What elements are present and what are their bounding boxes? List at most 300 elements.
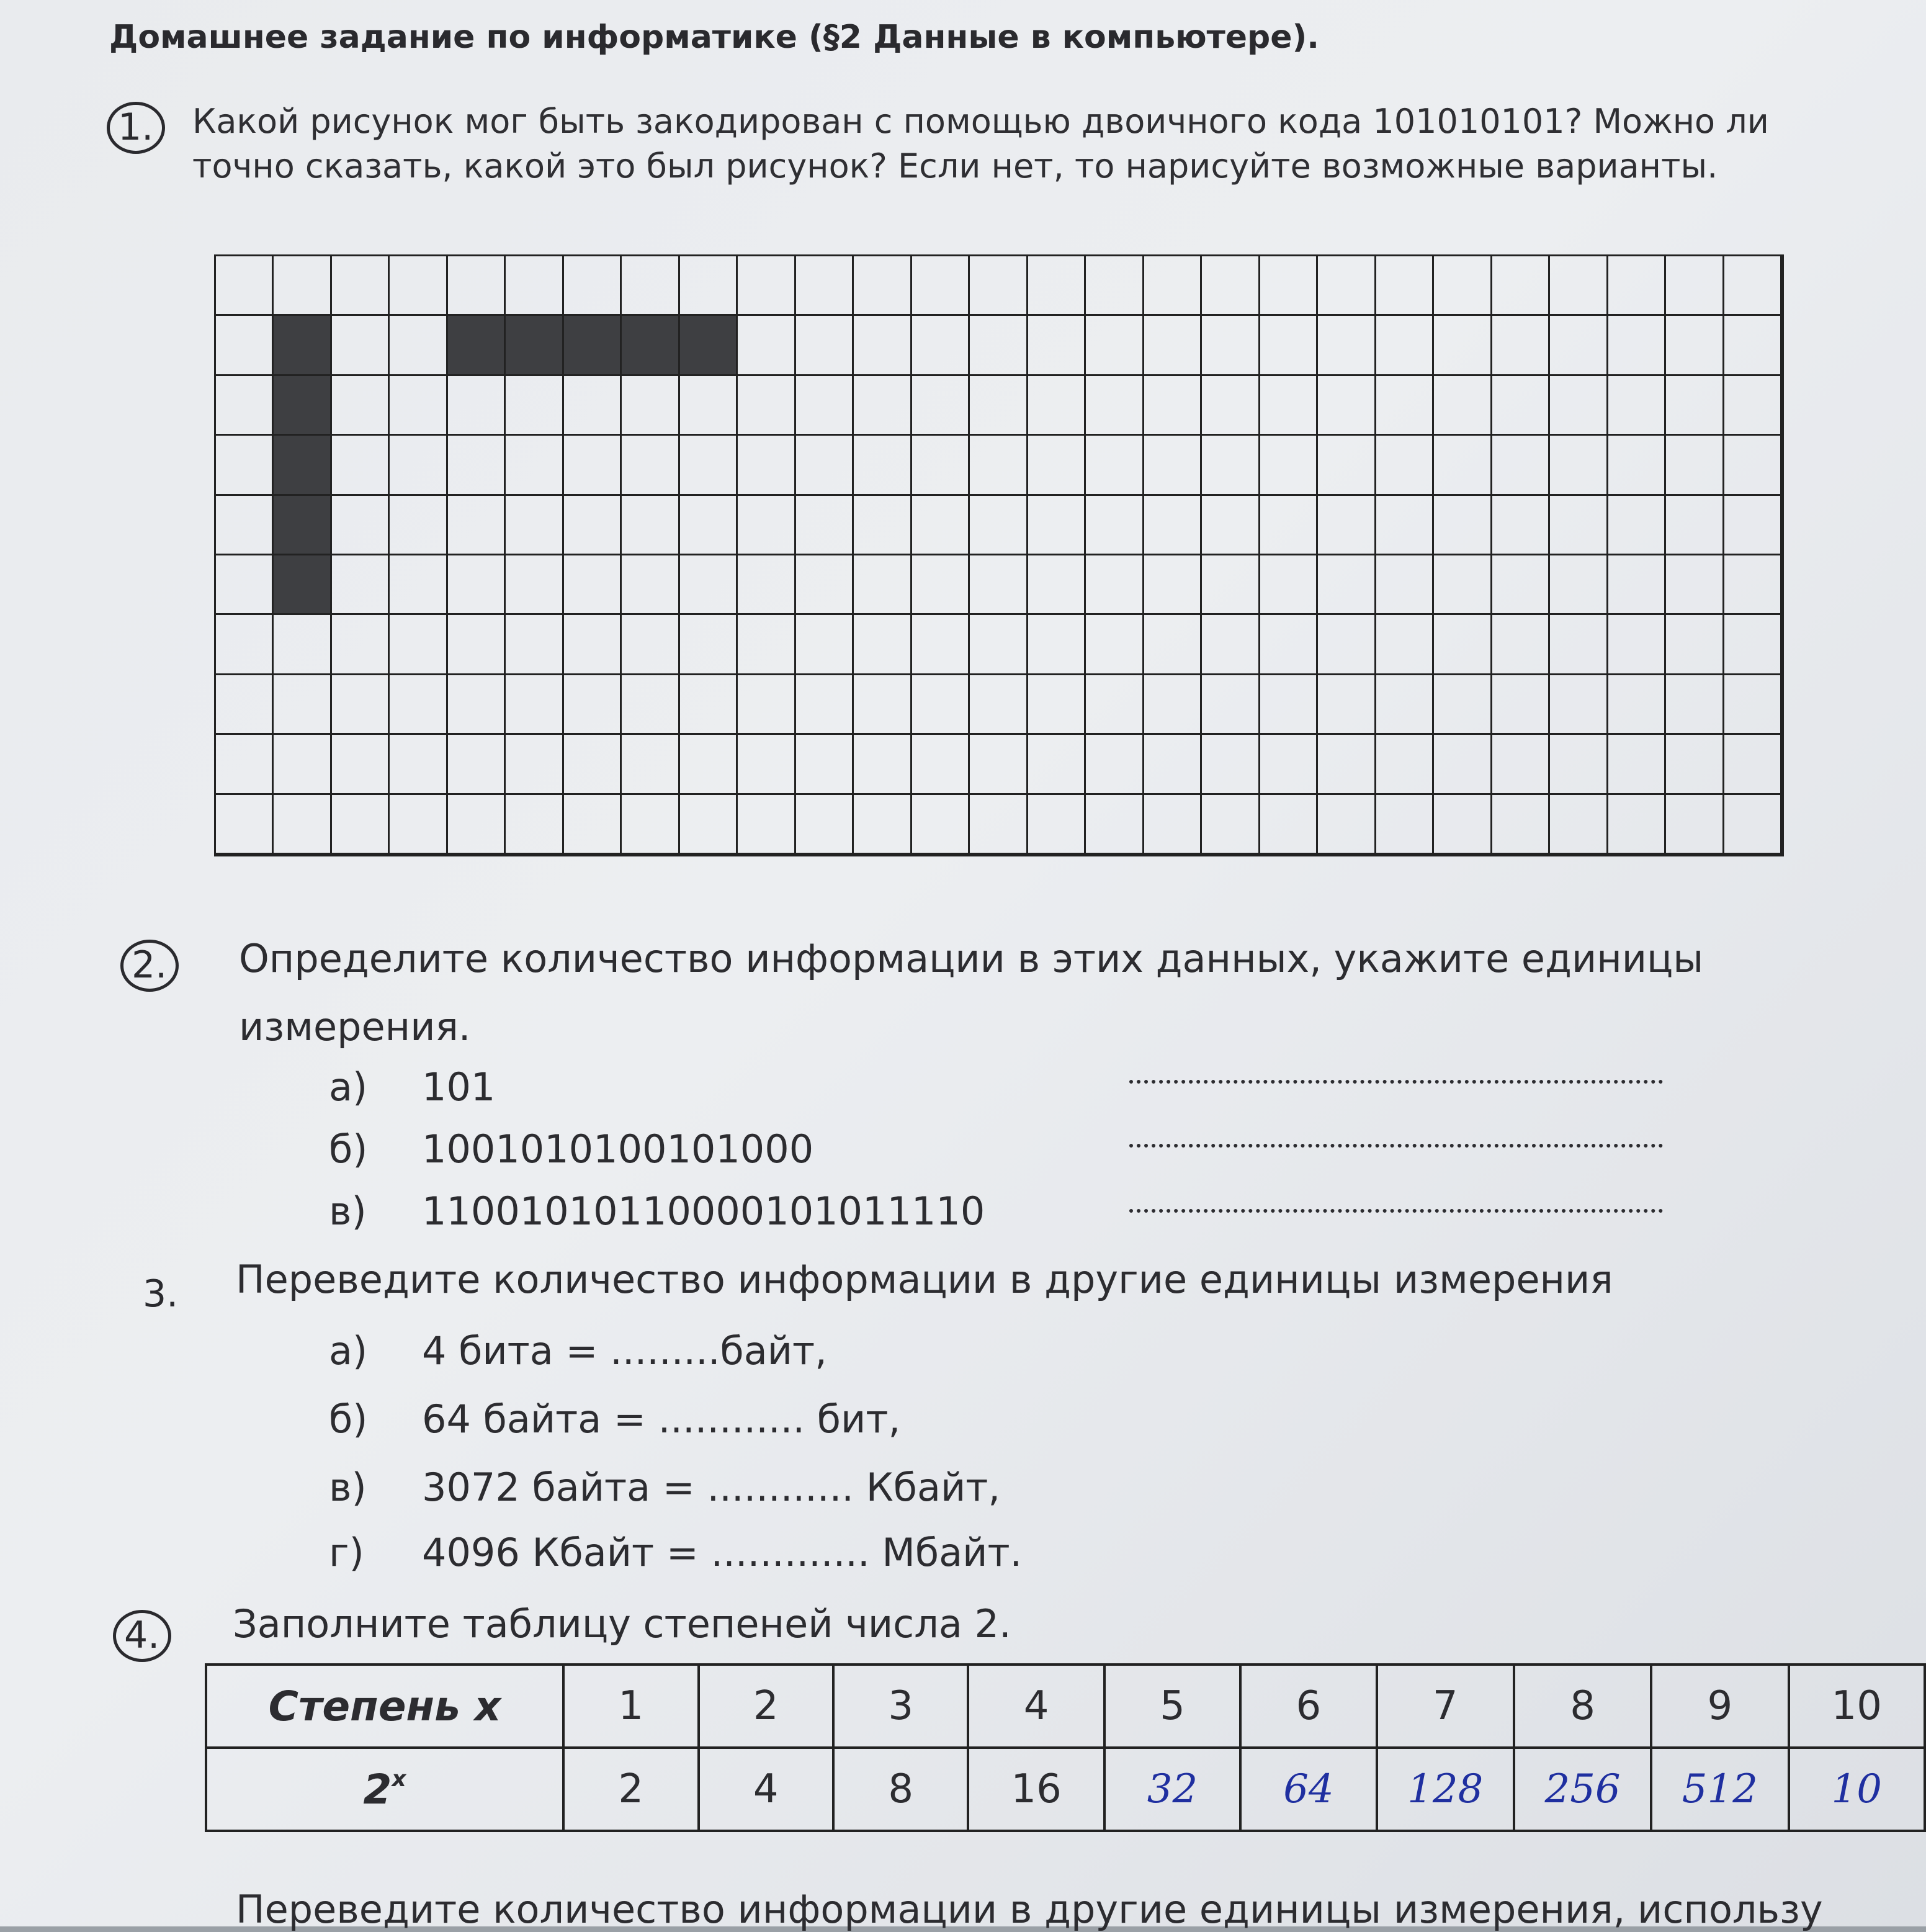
grid-cell[interactable]	[1492, 675, 1550, 735]
grid-cell[interactable]	[506, 795, 563, 855]
grid-cell[interactable]	[1724, 615, 1782, 675]
grid-cell[interactable]	[1550, 675, 1608, 735]
grid-cell[interactable]	[1434, 735, 1492, 794]
grid-cell[interactable]	[1666, 795, 1724, 855]
power-cell: 4	[968, 1665, 1104, 1748]
grid-cell[interactable]	[912, 675, 970, 735]
grid-cell[interactable]	[390, 795, 447, 855]
grid-cell[interactable]	[1202, 376, 1260, 436]
grid-cell[interactable]	[1260, 256, 1318, 316]
grid-cell[interactable]	[274, 735, 331, 794]
grid-cell[interactable]	[1492, 615, 1550, 675]
grid-cell[interactable]	[1666, 615, 1724, 675]
grid-cell-filled[interactable]	[274, 316, 331, 375]
grid-cell[interactable]	[1608, 316, 1666, 375]
grid-cell[interactable]	[332, 615, 390, 675]
q3-option-d-value: 4096 Кбайт = ............. Мбайт.	[422, 1530, 1023, 1575]
grid-cell[interactable]	[796, 376, 854, 436]
grid-cell[interactable]	[448, 555, 506, 615]
grid-cell[interactable]	[216, 376, 274, 436]
grid-cell-filled[interactable]	[274, 496, 331, 555]
grid-cell[interactable]	[1086, 735, 1144, 794]
grid-cell[interactable]	[1144, 555, 1202, 615]
grid-cell[interactable]	[1608, 555, 1666, 615]
grid-cell[interactable]	[796, 555, 854, 615]
grid-cell[interactable]	[738, 436, 795, 495]
grid-cell[interactable]	[622, 795, 679, 855]
grid-cell[interactable]	[332, 436, 390, 495]
grid-cell[interactable]	[970, 376, 1028, 436]
grid-cell[interactable]	[738, 496, 795, 555]
grid-cell[interactable]	[970, 735, 1028, 794]
grid-cell[interactable]	[1434, 256, 1492, 316]
grid-cell[interactable]	[1724, 675, 1782, 735]
grid-cell[interactable]	[1550, 316, 1608, 375]
grid-cell[interactable]	[970, 316, 1028, 375]
grid-cell[interactable]	[1318, 615, 1376, 675]
grid-cell[interactable]	[1434, 376, 1492, 436]
grid-cell[interactable]	[1376, 436, 1434, 495]
grid-cell[interactable]	[1028, 496, 1086, 555]
grid-cell[interactable]	[1434, 615, 1492, 675]
grid-cell[interactable]	[506, 555, 563, 615]
grid-cell[interactable]	[1434, 555, 1492, 615]
grid-cell[interactable]	[680, 615, 738, 675]
value-cell-handwritten[interactable]: 64	[1240, 1748, 1376, 1831]
grid-cell[interactable]	[738, 555, 795, 615]
value-cell-handwritten[interactable]: 128	[1377, 1748, 1514, 1831]
grid-cell[interactable]	[564, 555, 622, 615]
grid-cell-filled[interactable]	[506, 316, 563, 375]
grid-cell[interactable]	[1028, 795, 1086, 855]
grid-cell[interactable]	[622, 376, 679, 436]
grid-cell[interactable]	[970, 615, 1028, 675]
grid-cell[interactable]	[912, 555, 970, 615]
grid-cell[interactable]	[1376, 496, 1434, 555]
grid-cell[interactable]	[1028, 316, 1086, 375]
grid-cell[interactable]	[912, 376, 970, 436]
grid-cell[interactable]	[1144, 376, 1202, 436]
grid-cell[interactable]	[1260, 496, 1318, 555]
question-2-text: Определите количество информации в этих данных, укажите единицы измерения.	[239, 936, 1704, 1049]
grid-cell[interactable]	[738, 735, 795, 794]
grid-cell[interactable]	[1318, 496, 1376, 555]
grid-cell[interactable]	[1666, 496, 1724, 555]
grid-cell[interactable]	[216, 436, 274, 495]
grid-cell[interactable]	[1666, 735, 1724, 794]
grid-cell[interactable]	[1492, 376, 1550, 436]
q2-answer-a-line[interactable]	[1129, 1080, 1663, 1084]
value-cell-handwritten[interactable]: 32	[1104, 1748, 1240, 1831]
grid-cell[interactable]	[1492, 735, 1550, 794]
grid-cell[interactable]	[1376, 795, 1434, 855]
grid-cell[interactable]	[680, 256, 738, 316]
q2-answer-b-line[interactable]	[1129, 1144, 1663, 1148]
grid-cell[interactable]	[448, 675, 506, 735]
drawing-grid[interactable]	[214, 254, 1784, 856]
grid-cell[interactable]	[912, 615, 970, 675]
grid-cell[interactable]	[448, 436, 506, 495]
grid-cell[interactable]	[506, 735, 563, 794]
powers-of-two-table	[205, 1663, 1926, 1832]
grid-cell[interactable]	[1028, 256, 1086, 316]
grid-cell[interactable]	[1550, 496, 1608, 555]
grid-cell[interactable]	[390, 436, 447, 495]
grid-cell[interactable]	[738, 376, 795, 436]
grid-cell[interactable]	[216, 256, 274, 316]
grid-cell[interactable]	[680, 496, 738, 555]
grid-cell[interactable]	[564, 615, 622, 675]
grid-cell[interactable]	[1144, 735, 1202, 794]
q3-option-a-label: а)	[329, 1328, 368, 1373]
grid-cell[interactable]	[1724, 555, 1782, 615]
grid-cell[interactable]	[1434, 795, 1492, 855]
grid-cell[interactable]	[390, 256, 447, 316]
grid-cell[interactable]	[1376, 256, 1434, 316]
grid-cell[interactable]	[854, 436, 911, 495]
grid-cell[interactable]	[1028, 615, 1086, 675]
q2-option-b-label: б)	[329, 1126, 368, 1172]
grid-cell[interactable]	[854, 256, 911, 316]
grid-cell[interactable]	[506, 436, 563, 495]
grid-cell[interactable]	[854, 675, 911, 735]
grid-cell[interactable]	[332, 735, 390, 794]
grid-cell-filled[interactable]	[680, 316, 738, 375]
grid-cell[interactable]	[1666, 555, 1724, 615]
grid-cell[interactable]	[796, 795, 854, 855]
power-cell: 8	[1514, 1665, 1651, 1748]
grid-cell[interactable]	[1144, 256, 1202, 316]
grid-cell[interactable]	[1608, 795, 1666, 855]
question-3-text: Переведите количество информации в другие единицы измерения	[236, 1257, 1613, 1302]
grid-cell[interactable]	[622, 675, 679, 735]
grid-cell[interactable]	[274, 615, 331, 675]
grid-cell[interactable]	[796, 496, 854, 555]
grid-cell[interactable]	[216, 555, 274, 615]
grid-cell[interactable]	[274, 256, 331, 316]
grid-cell[interactable]	[1492, 795, 1550, 855]
grid-cell[interactable]	[216, 675, 274, 735]
grid-cell[interactable]	[680, 376, 738, 436]
grid-cell[interactable]	[1550, 256, 1608, 316]
grid-cell[interactable]	[680, 436, 738, 495]
grid-cell[interactable]	[390, 555, 447, 615]
grid-cell[interactable]	[1202, 615, 1260, 675]
value-cell-handwritten[interactable]: 512	[1651, 1748, 1788, 1831]
grid-cell[interactable]	[738, 615, 795, 675]
grid-cell[interactable]	[796, 675, 854, 735]
grid-cell[interactable]	[1724, 735, 1782, 794]
grid-cell[interactable]	[332, 555, 390, 615]
grid-cell[interactable]	[216, 615, 274, 675]
grid-cell[interactable]	[1086, 675, 1144, 735]
grid-cell[interactable]	[970, 436, 1028, 495]
grid-cell[interactable]	[912, 735, 970, 794]
grid-cell[interactable]	[680, 555, 738, 615]
grid-cell[interactable]	[970, 256, 1028, 316]
grid-cell[interactable]	[1086, 496, 1144, 555]
grid-cell[interactable]	[1376, 376, 1434, 436]
power-cell: 7	[1377, 1665, 1514, 1748]
grid-cell[interactable]	[854, 496, 911, 555]
grid-cell[interactable]	[564, 436, 622, 495]
grid-cell[interactable]	[622, 555, 679, 615]
grid-cell[interactable]	[1318, 316, 1376, 375]
grid-cell[interactable]	[854, 316, 911, 375]
grid-cell[interactable]	[1434, 496, 1492, 555]
grid-cell[interactable]	[912, 795, 970, 855]
q2-option-a	[329, 1064, 495, 1110]
grid-cell[interactable]	[1492, 496, 1550, 555]
grid-cell-filled[interactable]	[448, 316, 506, 375]
grid-cell[interactable]	[622, 496, 679, 555]
grid-cell[interactable]	[1376, 675, 1434, 735]
value-cell-handwritten[interactable]: 256	[1514, 1748, 1651, 1831]
value-cell-handwritten[interactable]: 10	[1789, 1748, 1925, 1831]
grid-cell[interactable]	[1492, 316, 1550, 375]
grid-cell[interactable]	[1492, 555, 1550, 615]
grid-cell[interactable]	[1260, 675, 1318, 735]
grid-cell[interactable]	[1550, 376, 1608, 436]
grid-cell[interactable]	[506, 256, 563, 316]
value-cell: 4	[699, 1748, 833, 1831]
grid-cell[interactable]	[680, 735, 738, 794]
grid-cell[interactable]	[390, 376, 447, 436]
grid-cell[interactable]	[1608, 496, 1666, 555]
grid-cell[interactable]	[796, 615, 854, 675]
q2-option-c-label: в)	[329, 1188, 367, 1234]
grid-cell[interactable]	[564, 376, 622, 436]
grid-cell[interactable]	[1608, 735, 1666, 794]
grid-cell[interactable]	[390, 316, 447, 375]
grid-cell[interactable]	[1318, 436, 1376, 495]
grid-cell[interactable]	[1086, 256, 1144, 316]
grid-cell[interactable]	[448, 615, 506, 675]
grid-cell[interactable]	[1260, 735, 1318, 794]
grid-cell[interactable]	[448, 735, 506, 794]
grid-cell-filled[interactable]	[622, 316, 679, 375]
grid-cell[interactable]	[738, 675, 795, 735]
grid-cell[interactable]	[1144, 675, 1202, 735]
grid-cell[interactable]	[796, 735, 854, 794]
grid-cell[interactable]	[854, 555, 911, 615]
grid-cell[interactable]	[216, 735, 274, 794]
grid-cell[interactable]	[1202, 675, 1260, 735]
grid-cell[interactable]	[1202, 436, 1260, 495]
grid-cell[interactable]	[970, 675, 1028, 735]
grid-cell[interactable]	[1028, 555, 1086, 615]
grid-cell[interactable]	[1260, 615, 1318, 675]
grid-cell[interactable]	[1202, 256, 1260, 316]
q3-option-c	[329, 1465, 1000, 1510]
grid-cell[interactable]	[1724, 256, 1782, 316]
grid-cell[interactable]	[1028, 376, 1086, 436]
grid-cell[interactable]	[912, 256, 970, 316]
grid-cell[interactable]	[970, 795, 1028, 855]
grid-cell[interactable]	[216, 795, 274, 855]
grid-cell[interactable]	[1086, 436, 1144, 495]
grid-cell[interactable]	[1724, 436, 1782, 495]
grid-cell[interactable]	[796, 436, 854, 495]
grid-cell[interactable]	[564, 256, 622, 316]
grid-cell[interactable]	[1318, 735, 1376, 794]
grid-cell[interactable]	[1608, 256, 1666, 316]
grid-cell[interactable]	[506, 376, 563, 436]
question-2-number: 2.	[132, 943, 168, 987]
grid-cell[interactable]	[506, 615, 563, 675]
grid-cell[interactable]	[854, 376, 911, 436]
grid-cell[interactable]	[1376, 735, 1434, 794]
grid-cell-filled[interactable]	[274, 376, 331, 436]
grid-cell[interactable]	[1492, 256, 1550, 316]
grid-cell[interactable]	[1144, 436, 1202, 495]
grid-cell[interactable]	[1086, 316, 1144, 375]
grid-cell[interactable]	[622, 436, 679, 495]
grid-cell[interactable]	[1550, 735, 1608, 794]
grid-cell[interactable]	[274, 795, 331, 855]
power-cell: 10	[1789, 1665, 1925, 1748]
grid-cell[interactable]	[506, 496, 563, 555]
grid-cell[interactable]	[390, 615, 447, 675]
grid-cell[interactable]	[332, 675, 390, 735]
grid-cell[interactable]	[332, 496, 390, 555]
grid-cell[interactable]	[274, 675, 331, 735]
grid-cell[interactable]	[448, 795, 506, 855]
grid-cell[interactable]	[622, 735, 679, 794]
grid-cell[interactable]	[390, 735, 447, 794]
grid-cell[interactable]	[1260, 316, 1318, 375]
grid-cell[interactable]	[332, 376, 390, 436]
grid-cell[interactable]	[912, 316, 970, 375]
grid-cell[interactable]	[796, 316, 854, 375]
grid-cell[interactable]	[1144, 496, 1202, 555]
grid-cell[interactable]	[1434, 316, 1492, 375]
grid-cell[interactable]	[1608, 436, 1666, 495]
grid-cell[interactable]	[738, 316, 795, 375]
grid-cell[interactable]	[680, 675, 738, 735]
grid-cell[interactable]	[912, 496, 970, 555]
grid-cell[interactable]	[506, 675, 563, 735]
grid-cell[interactable]	[1666, 376, 1724, 436]
grid-cell[interactable]	[1608, 615, 1666, 675]
grid-cell[interactable]	[738, 256, 795, 316]
grid-cell[interactable]	[1666, 436, 1724, 495]
grid-cell[interactable]	[448, 496, 506, 555]
grid-cell[interactable]	[1550, 436, 1608, 495]
grid-cell[interactable]	[1550, 555, 1608, 615]
grid-cell[interactable]	[912, 436, 970, 495]
grid-cell-filled[interactable]	[274, 555, 331, 615]
grid-cell[interactable]	[564, 496, 622, 555]
grid-cell[interactable]	[390, 675, 447, 735]
grid-cell[interactable]	[564, 675, 622, 735]
grid-cell[interactable]	[1724, 795, 1782, 855]
grid-cell[interactable]	[1086, 555, 1144, 615]
grid-cell[interactable]	[1492, 436, 1550, 495]
grid-cell[interactable]	[448, 256, 506, 316]
grid-cell[interactable]	[564, 735, 622, 794]
grid-cell[interactable]	[622, 615, 679, 675]
grid-cell[interactable]	[1376, 615, 1434, 675]
grid-cell[interactable]	[216, 316, 274, 375]
grid-cell[interactable]	[970, 496, 1028, 555]
grid-cell[interactable]	[1550, 795, 1608, 855]
grid-cell[interactable]	[1028, 675, 1086, 735]
grid-cell[interactable]	[448, 376, 506, 436]
grid-cell[interactable]	[970, 555, 1028, 615]
grid-cell[interactable]	[332, 795, 390, 855]
grid-cell[interactable]	[216, 496, 274, 555]
grid-cell[interactable]	[1028, 735, 1086, 794]
grid-cell[interactable]	[1724, 316, 1782, 375]
grid-cell[interactable]	[1202, 496, 1260, 555]
grid-cell[interactable]	[1144, 316, 1202, 375]
grid-cell-filled[interactable]	[564, 316, 622, 375]
grid-cell[interactable]	[1724, 496, 1782, 555]
grid-cell[interactable]	[1086, 795, 1144, 855]
grid-cell[interactable]	[1376, 316, 1434, 375]
row-header-value	[206, 1748, 563, 1831]
grid-cell[interactable]	[1608, 376, 1666, 436]
grid-cell[interactable]	[680, 795, 738, 855]
grid-cell[interactable]	[564, 795, 622, 855]
grid-cell[interactable]	[390, 496, 447, 555]
grid-cell[interactable]	[1318, 555, 1376, 615]
grid-cell[interactable]	[1434, 675, 1492, 735]
grid-cell[interactable]	[1376, 555, 1434, 615]
q2-answer-c-line[interactable]	[1129, 1209, 1663, 1213]
grid-cell[interactable]	[1550, 615, 1608, 675]
grid-cell[interactable]	[1724, 376, 1782, 436]
grid-cell[interactable]	[1318, 376, 1376, 436]
grid-cell[interactable]	[1434, 436, 1492, 495]
grid-cell[interactable]	[796, 256, 854, 316]
grid-cell[interactable]	[1086, 376, 1144, 436]
grid-cell[interactable]	[1318, 256, 1376, 316]
grid-cell[interactable]	[1260, 376, 1318, 436]
grid-cell[interactable]	[738, 795, 795, 855]
grid-cell[interactable]	[1666, 316, 1724, 375]
grid-cell[interactable]	[1028, 436, 1086, 495]
page-title: Домашнее задание по информатике (§2 Данные в компьютере).	[109, 19, 1320, 56]
grid-cell[interactable]	[332, 316, 390, 375]
grid-cell[interactable]	[1318, 675, 1376, 735]
grid-cell[interactable]	[1202, 795, 1260, 855]
grid-cell[interactable]	[1666, 256, 1724, 316]
grid-cell[interactable]	[1144, 615, 1202, 675]
grid-cell[interactable]	[1260, 555, 1318, 615]
grid-cell[interactable]	[1666, 675, 1724, 735]
grid-cell[interactable]	[1260, 436, 1318, 495]
value-cell: 8	[833, 1748, 968, 1831]
grid-cell[interactable]	[854, 795, 911, 855]
grid-cell[interactable]	[1202, 735, 1260, 794]
grid-cell[interactable]	[1318, 795, 1376, 855]
grid-cell[interactable]	[1202, 316, 1260, 375]
grid-cell[interactable]	[854, 615, 911, 675]
grid-cell[interactable]	[622, 256, 679, 316]
grid-cell[interactable]	[1202, 555, 1260, 615]
power-cell: 2	[699, 1665, 833, 1748]
grid-cell-filled[interactable]	[274, 436, 331, 495]
grid-cell[interactable]	[1086, 615, 1144, 675]
grid-cell[interactable]	[1260, 795, 1318, 855]
grid-cell[interactable]	[854, 735, 911, 794]
row-header-exponent: x	[392, 1766, 406, 1792]
grid-cell[interactable]	[1144, 795, 1202, 855]
grid-cell[interactable]	[1608, 675, 1666, 735]
grid-cell[interactable]	[332, 256, 390, 316]
